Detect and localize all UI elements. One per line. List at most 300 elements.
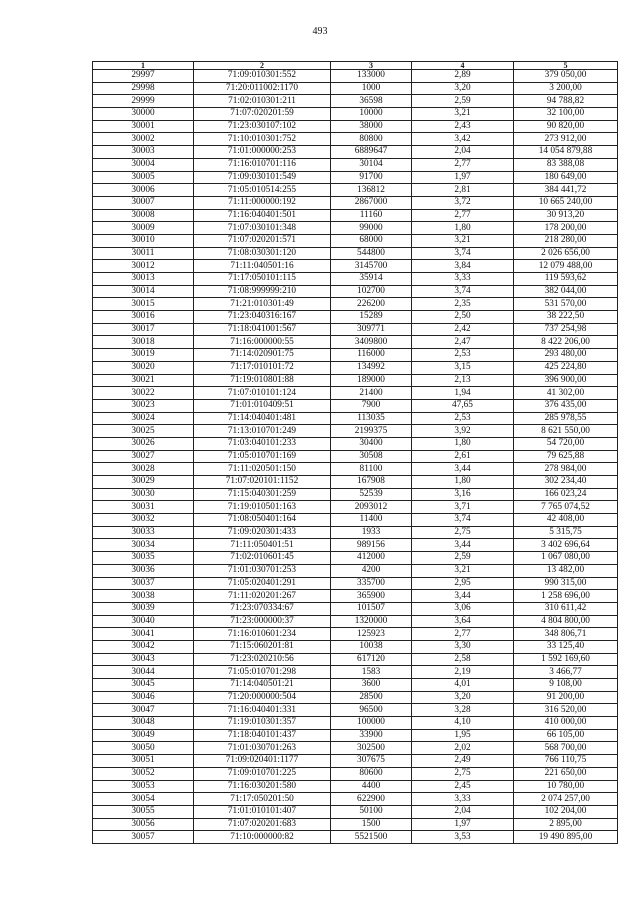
table-cell: 2,04 [412, 146, 514, 159]
table-cell: 989156 [331, 539, 412, 552]
table-cell: 83 388,08 [514, 158, 618, 171]
table-cell: 30003 [93, 146, 194, 159]
table-cell: 273 912,00 [514, 133, 618, 146]
table-cell: 30013 [93, 273, 194, 286]
table-cell: 71:14:040501:21 [194, 679, 331, 692]
table-cell: 2,75 [412, 526, 514, 539]
table-row [93, 564, 618, 577]
table-cell: 71:23:000000:37 [194, 615, 331, 628]
table-cell: 30052 [93, 767, 194, 780]
table-cell: 19 490 895,00 [514, 831, 618, 844]
table-cell: 71:19:010301:357 [194, 717, 331, 730]
table-cell: 30055 [93, 805, 194, 818]
table-cell: 1,80 [412, 222, 514, 235]
table-cell: 410 000,00 [514, 717, 618, 730]
table-cell: 71:05:010701:169 [194, 450, 331, 463]
table-cell: 30049 [93, 729, 194, 742]
table-row [93, 234, 618, 247]
table-row [93, 590, 618, 603]
table-cell: 102 204,00 [514, 805, 618, 818]
table-cell: 30026 [93, 437, 194, 450]
table-cell: 3409800 [331, 336, 412, 349]
table-cell: 30010 [93, 234, 194, 247]
table-cell: 2867000 [331, 196, 412, 209]
table-row [93, 831, 618, 844]
table-row [93, 679, 618, 692]
table-cell: 2 895,00 [514, 818, 618, 831]
table-cell: 30043 [93, 653, 194, 666]
table-cell: 221 650,00 [514, 767, 618, 780]
table-cell: 71:14:020901:75 [194, 349, 331, 362]
table-cell: 30024 [93, 412, 194, 425]
table-cell: 99000 [331, 222, 412, 235]
table-cell: 2,61 [412, 450, 514, 463]
table-cell: 3,28 [412, 704, 514, 717]
table-cell: 50100 [331, 805, 412, 818]
table-cell: 12 079 488,00 [514, 260, 618, 273]
table-cell: 1,97 [412, 818, 514, 831]
table-cell: 30042 [93, 640, 194, 653]
table-cell: 30033 [93, 526, 194, 539]
table-cell: 71:09:030101:549 [194, 171, 331, 184]
table-cell: 28500 [331, 691, 412, 704]
table-cell: 71:05:010514:255 [194, 184, 331, 197]
table-cell: 71:07:010101:124 [194, 387, 331, 400]
table-cell: 766 110,75 [514, 755, 618, 768]
table-cell: 33900 [331, 729, 412, 742]
table-cell: 2199375 [331, 425, 412, 438]
table-cell: 30041 [93, 628, 194, 641]
table-cell: 3,92 [412, 425, 514, 438]
table-cell: 71:23:030107:102 [194, 120, 331, 133]
table-cell: 30047 [93, 704, 194, 717]
table-cell: 30034 [93, 539, 194, 552]
table-cell: 3,16 [412, 488, 514, 501]
table-row [93, 488, 618, 501]
table-cell: 71:01:010101:407 [194, 805, 331, 818]
table-cell: 1 258 696,00 [514, 590, 618, 603]
table-cell: 30014 [93, 285, 194, 298]
table-cell: 1,94 [412, 387, 514, 400]
table-cell: 7 765 074,52 [514, 501, 618, 514]
table-cell: 3,20 [412, 82, 514, 95]
table-cell: 2,42 [412, 323, 514, 336]
table-row [93, 539, 618, 552]
table-cell: 348 806,71 [514, 628, 618, 641]
table-cell: 316 520,00 [514, 704, 618, 717]
table-cell: 2,45 [412, 780, 514, 793]
table-cell: 71:02:010601:45 [194, 552, 331, 565]
table-row [93, 767, 618, 780]
table-cell: 30025 [93, 425, 194, 438]
table-cell: 544800 [331, 247, 412, 260]
table-cell: 10 780,00 [514, 780, 618, 793]
table-cell: 3 200,00 [514, 82, 618, 95]
table-cell: 382 044,00 [514, 285, 618, 298]
table-cell: 3,15 [412, 361, 514, 374]
table-cell: 33 125,40 [514, 640, 618, 653]
table-cell: 68000 [331, 234, 412, 247]
table-cell: 38000 [331, 120, 412, 133]
table-row [93, 463, 618, 476]
table-cell: 30046 [93, 691, 194, 704]
column-header-3: 3 [331, 62, 412, 70]
table-cell: 379 050,00 [514, 70, 618, 83]
table-cell: 3,33 [412, 793, 514, 806]
table-cell: 3,44 [412, 590, 514, 603]
table-cell: 30038 [93, 590, 194, 603]
table-cell: 71:01:030701:263 [194, 742, 331, 755]
table-cell: 531 570,00 [514, 298, 618, 311]
table-cell: 71:11:020201:267 [194, 590, 331, 603]
table-cell: 1000 [331, 82, 412, 95]
table-cell: 30001 [93, 120, 194, 133]
table-cell: 30508 [331, 450, 412, 463]
table-cell: 2 074 257,00 [514, 793, 618, 806]
table-row [93, 818, 618, 831]
table-cell: 133000 [331, 70, 412, 83]
table-cell: 42 408,00 [514, 514, 618, 527]
table-cell: 2,77 [412, 158, 514, 171]
table-cell: 71:10:010301:752 [194, 133, 331, 146]
table-cell: 166 023,24 [514, 488, 618, 501]
table-cell: 1,97 [412, 171, 514, 184]
table-cell: 71:19:010501:163 [194, 501, 331, 514]
table-cell: 30021 [93, 374, 194, 387]
table-cell: 8 621 550,00 [514, 425, 618, 438]
table-cell: 91700 [331, 171, 412, 184]
table-cell: 79 625,88 [514, 450, 618, 463]
table-cell: 30009 [93, 222, 194, 235]
table-cell: 71:16:010601:234 [194, 628, 331, 641]
table-cell: 71:07:020101:1152 [194, 476, 331, 489]
table-cell: 102700 [331, 285, 412, 298]
page-number: 493 [312, 26, 328, 37]
table-row [93, 628, 618, 641]
table-cell: 30051 [93, 755, 194, 768]
table-cell: 71:01:000000:253 [194, 146, 331, 159]
table-cell: 30015 [93, 298, 194, 311]
table-row [93, 412, 618, 425]
table-cell: 11160 [331, 209, 412, 222]
table-cell: 30027 [93, 450, 194, 463]
table-cell: 30031 [93, 501, 194, 514]
table-cell: 178 200,00 [514, 222, 618, 235]
table-cell: 2,50 [412, 311, 514, 324]
table-cell: 71:23:040316:167 [194, 311, 331, 324]
table-cell: 2,47 [412, 336, 514, 349]
table-cell: 71:23:020210:56 [194, 653, 331, 666]
table-cell: 136812 [331, 184, 412, 197]
table-cell: 1320000 [331, 615, 412, 628]
table-cell: 2,81 [412, 184, 514, 197]
table-cell: 310 611,42 [514, 602, 618, 615]
table-cell: 384 441,72 [514, 184, 618, 197]
table-cell: 30011 [93, 247, 194, 260]
table-cell: 2,35 [412, 298, 514, 311]
table-cell: 30036 [93, 564, 194, 577]
table-cell: 4200 [331, 564, 412, 577]
table-cell: 3,44 [412, 463, 514, 476]
table-row [93, 70, 618, 83]
table-cell: 3,30 [412, 640, 514, 653]
table-row [93, 666, 618, 679]
table-row [93, 437, 618, 450]
table-cell: 91 200,00 [514, 691, 618, 704]
table-cell: 71:02:010301:211 [194, 95, 331, 108]
table-cell: 412000 [331, 552, 412, 565]
table-row [93, 146, 618, 159]
table-cell: 5521500 [331, 831, 412, 844]
table-cell: 307675 [331, 755, 412, 768]
table-cell: 71:08:999999:210 [194, 285, 331, 298]
table-cell: 30016 [93, 311, 194, 324]
table-cell: 3,06 [412, 602, 514, 615]
table-row [93, 184, 618, 197]
table-cell: 71:18:041001:567 [194, 323, 331, 336]
table-cell: 71:09:020301:433 [194, 526, 331, 539]
table-cell: 30005 [93, 171, 194, 184]
table-row [93, 552, 618, 565]
table-cell: 96500 [331, 704, 412, 717]
table-cell: 2,89 [412, 70, 514, 83]
table-cell: 1,80 [412, 476, 514, 489]
table-cell: 80600 [331, 767, 412, 780]
table-cell: 30012 [93, 260, 194, 273]
table-row [93, 640, 618, 653]
table-cell: 30053 [93, 780, 194, 793]
table-cell: 2,53 [412, 349, 514, 362]
table-cell: 71:09:010301:552 [194, 70, 331, 83]
table-cell: 30054 [93, 793, 194, 806]
table-cell: 14 054 879,88 [514, 146, 618, 159]
table-cell: 71:15:060201:81 [194, 640, 331, 653]
table-row [93, 399, 618, 412]
table-cell: 3,21 [412, 564, 514, 577]
table-cell: 29997 [93, 70, 194, 83]
table-cell: 990 315,00 [514, 577, 618, 590]
table-cell: 425 224,80 [514, 361, 618, 374]
table-cell: 5 315,75 [514, 526, 618, 539]
table-row [93, 273, 618, 286]
table-cell: 30002 [93, 133, 194, 146]
table-cell: 8 422 206,00 [514, 336, 618, 349]
table-cell: 11400 [331, 514, 412, 527]
table-cell: 2,49 [412, 755, 514, 768]
table-cell: 3,44 [412, 539, 514, 552]
table-cell: 32 100,00 [514, 108, 618, 121]
column-header-2: 2 [194, 62, 331, 70]
table-cell: 71:13:010701:249 [194, 425, 331, 438]
table-header-row [93, 62, 618, 70]
table-cell: 101507 [331, 602, 412, 615]
table-cell: 100000 [331, 717, 412, 730]
table-cell: 71:11:020501:150 [194, 463, 331, 476]
table-cell: 71:16:010701:116 [194, 158, 331, 171]
table-cell: 71:10:000000:82 [194, 831, 331, 844]
table-cell: 30000 [93, 108, 194, 121]
table-cell: 13 482,00 [514, 564, 618, 577]
table-cell: 81100 [331, 463, 412, 476]
table-cell: 54 720,00 [514, 437, 618, 450]
table-cell: 622900 [331, 793, 412, 806]
table-cell: 1500 [331, 818, 412, 831]
table-cell: 737 254,98 [514, 323, 618, 336]
table-cell: 180 649,00 [514, 171, 618, 184]
table-cell: 71:17:050101:115 [194, 273, 331, 286]
table-cell: 30019 [93, 349, 194, 362]
table-cell: 3600 [331, 679, 412, 692]
table-row [93, 717, 618, 730]
table-cell: 335700 [331, 577, 412, 590]
table-cell: 226200 [331, 298, 412, 311]
table-cell: 293 480,00 [514, 349, 618, 362]
table-cell: 3,74 [412, 247, 514, 260]
table-cell: 21400 [331, 387, 412, 400]
table-cell: 30004 [93, 158, 194, 171]
table-row [93, 526, 618, 539]
table-row [93, 602, 618, 615]
table-cell: 71:08:050401:164 [194, 514, 331, 527]
table-cell: 30037 [93, 577, 194, 590]
table-cell: 71:01:010409:51 [194, 399, 331, 412]
table-cell: 1,95 [412, 729, 514, 742]
table-cell: 3,21 [412, 234, 514, 247]
table-cell: 71:17:010101:72 [194, 361, 331, 374]
table-cell: 134992 [331, 361, 412, 374]
table-row [93, 501, 618, 514]
table-cell: 30006 [93, 184, 194, 197]
table-cell: 94 788,82 [514, 95, 618, 108]
table-cell: 4,01 [412, 679, 514, 692]
table-cell: 30044 [93, 666, 194, 679]
table-row [93, 120, 618, 133]
table-cell: 3,71 [412, 501, 514, 514]
table-row [93, 323, 618, 336]
table-row [93, 260, 618, 273]
table-row [93, 285, 618, 298]
table-cell: 71:11:040501:16 [194, 260, 331, 273]
table-cell: 3 402 696,64 [514, 539, 618, 552]
table-cell: 29998 [93, 82, 194, 95]
table-row [93, 793, 618, 806]
table-cell: 30017 [93, 323, 194, 336]
table-cell: 71:08:030301:120 [194, 247, 331, 260]
table-cell: 41 302,00 [514, 387, 618, 400]
table-cell: 71:03:040101:233 [194, 437, 331, 450]
table-cell: 3,72 [412, 196, 514, 209]
table-cell: 396 900,00 [514, 374, 618, 387]
table-row [93, 729, 618, 742]
table-cell: 71:18:040101:437 [194, 729, 331, 742]
table-cell: 3,64 [412, 615, 514, 628]
table-cell: 10000 [331, 108, 412, 121]
table-row [93, 349, 618, 362]
table-cell: 2 026 656,00 [514, 247, 618, 260]
table-cell: 3,74 [412, 285, 514, 298]
table-cell: 35914 [331, 273, 412, 286]
table-cell: 376 435,00 [514, 399, 618, 412]
table-cell: 30018 [93, 336, 194, 349]
table-row [93, 374, 618, 387]
table-row [93, 247, 618, 260]
table-row [93, 95, 618, 108]
table-cell: 15289 [331, 311, 412, 324]
table-cell: 71:15:040301:259 [194, 488, 331, 501]
table-cell: 36598 [331, 95, 412, 108]
table-cell: 66 105,00 [514, 729, 618, 742]
table-cell: 3,42 [412, 133, 514, 146]
table-cell: 617120 [331, 653, 412, 666]
table-cell: 71:16:040401:501 [194, 209, 331, 222]
table-cell: 113035 [331, 412, 412, 425]
table-cell: 30007 [93, 196, 194, 209]
table-cell: 30039 [93, 602, 194, 615]
table-cell: 2,04 [412, 805, 514, 818]
table-cell: 10 665 240,00 [514, 196, 618, 209]
table-row [93, 387, 618, 400]
table-row [93, 742, 618, 755]
table-cell: 2,58 [412, 653, 514, 666]
table-cell: 52539 [331, 488, 412, 501]
table-cell: 3 466,77 [514, 666, 618, 679]
table-cell: 30057 [93, 831, 194, 844]
table-cell: 30400 [331, 437, 412, 450]
table-cell: 189000 [331, 374, 412, 387]
table-cell: 2,13 [412, 374, 514, 387]
table-cell: 71:17:050201:50 [194, 793, 331, 806]
table-cell: 30028 [93, 463, 194, 476]
table-cell: 71:23:070334:67 [194, 602, 331, 615]
table-row [93, 615, 618, 628]
table-cell: 71:14:040401:481 [194, 412, 331, 425]
table-cell: 71:09:010701:225 [194, 767, 331, 780]
table-cell: 119 593,62 [514, 273, 618, 286]
table-cell: 302 234,40 [514, 476, 618, 489]
table-cell: 71:09:020401:1177 [194, 755, 331, 768]
table-row [93, 133, 618, 146]
table-cell: 71:16:030201:580 [194, 780, 331, 793]
table-row [93, 171, 618, 184]
table-cell: 30032 [93, 514, 194, 527]
column-header-5: 5 [514, 62, 618, 70]
table-row [93, 653, 618, 666]
table-cell: 29999 [93, 95, 194, 108]
table-cell: 2,77 [412, 628, 514, 641]
data-table [92, 61, 618, 844]
table-cell: 71:07:020201:59 [194, 108, 331, 121]
table-cell: 3,33 [412, 273, 514, 286]
table-row [93, 450, 618, 463]
table-row [93, 361, 618, 374]
table-row [93, 577, 618, 590]
table-body [93, 70, 618, 844]
table-row [93, 476, 618, 489]
table-cell: 2,19 [412, 666, 514, 679]
table-cell: 4 804 800,00 [514, 615, 618, 628]
table-cell: 4,10 [412, 717, 514, 730]
table-row [93, 425, 618, 438]
table-cell: 10038 [331, 640, 412, 653]
table-cell: 2,77 [412, 209, 514, 222]
table-cell: 1933 [331, 526, 412, 539]
table-cell: 218 280,00 [514, 234, 618, 247]
table-cell: 71:20:011002:1170 [194, 82, 331, 95]
table-cell: 30020 [93, 361, 194, 374]
table-cell: 116000 [331, 349, 412, 362]
table-cell: 30045 [93, 679, 194, 692]
table-cell: 80800 [331, 133, 412, 146]
